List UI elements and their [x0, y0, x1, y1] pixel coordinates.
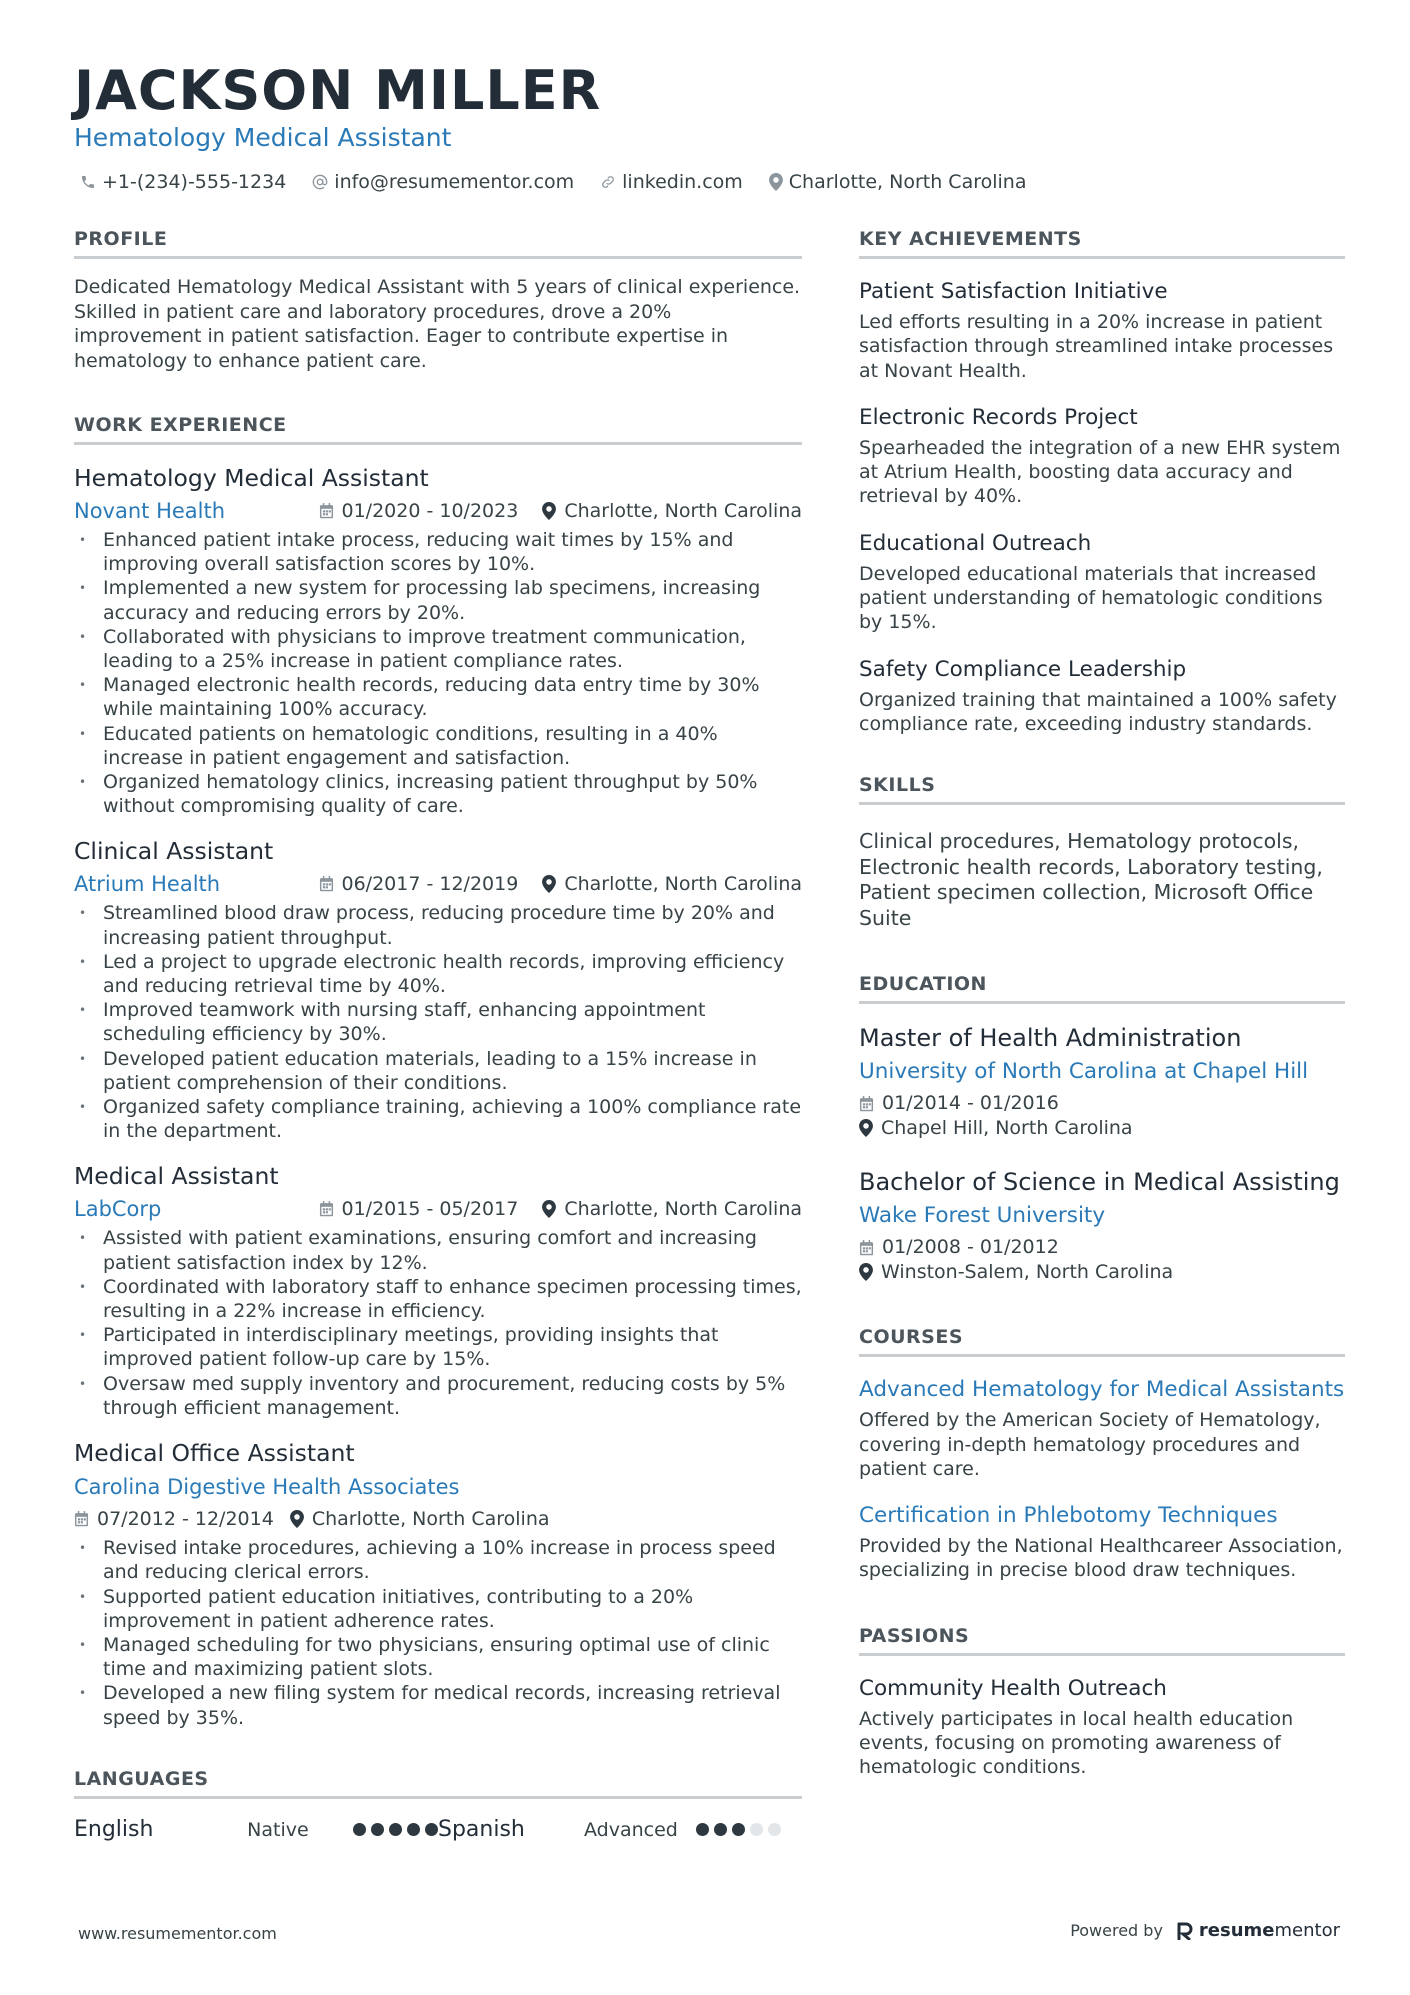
job-dates: 06/2017 - 12/2019: [341, 873, 519, 896]
candidate-name: JACKSON MILLER: [74, 59, 602, 122]
job-title: Clinical Assistant: [74, 837, 274, 866]
map-pin-icon: [290, 1510, 304, 1528]
skills-heading: SKILLS: [859, 772, 1345, 805]
proficiency-dot-filled: [732, 1823, 745, 1836]
degree: Bachelor of Science in Medical Assisting: [859, 1168, 1340, 1197]
achievement-title: Educational Outreach: [859, 530, 1092, 556]
bullet-item: • Managed scheduling for two physicians, ensuring optimal use of clinic time and maximizing patient slots.: [74, 1633, 802, 1681]
job-dates: 01/2020 - 10/2023: [341, 500, 519, 522]
job-meta: [74, 1196, 802, 1222]
achievement-title: Safety Compliance Leadership: [859, 656, 1187, 682]
linkedin-text: linkedin.com: [622, 171, 743, 193]
proficiency-dot-filled: [371, 1823, 384, 1836]
bullet-item: • Educated patients on hematologic conditions, resulting in a 40% increase in patient engagement and satisfaction.: [74, 722, 802, 770]
job-dates: 01/2015 - 05/2017: [341, 1198, 519, 1221]
map-pin-icon: [769, 173, 783, 191]
job-title: Hematology Medical Assistant: [74, 464, 429, 492]
languages-list: [74, 1815, 802, 1845]
job-bullets: [74, 901, 802, 1143]
proficiency-dot-filled: [425, 1823, 438, 1836]
proficiency-dots: [696, 1823, 781, 1836]
bullet-item: • Implemented a new system for processing lab specimens, increasing accuracy and reducing errors by 20%.: [74, 576, 802, 624]
job-bullets: [74, 1226, 802, 1420]
degree: Master of Health Administration: [859, 1024, 1242, 1053]
passion-item: [859, 1674, 1345, 1780]
job-title: Medical Office Assistant: [74, 1439, 355, 1468]
education-location: Winston-Salem, North Carolina: [881, 1260, 1174, 1283]
job-meta: [74, 498, 802, 524]
work-experience-heading: WORK EXPERIENCE: [74, 412, 802, 445]
achievement-item: [859, 277, 1345, 383]
education-item: [859, 1022, 1345, 1140]
education-location: Chapel Hill, North Carolina: [881, 1116, 1133, 1139]
job-bullets: [74, 528, 802, 818]
map-pin-icon: [542, 502, 556, 520]
job-meta: [74, 871, 802, 897]
link-icon: [600, 174, 616, 190]
course-desc: Provided by the National Healthcareer Association, specializing in precise blood draw techniques.: [859, 1535, 1343, 1582]
course-item: [859, 1375, 1345, 1481]
footer-branding: [1070, 1920, 1340, 1941]
course-item: [859, 1501, 1345, 1583]
bullet-item: • Oversaw med supply inventory and procurement, reducing costs by 5% through efficient management.: [74, 1372, 802, 1420]
proficiency-dots: [353, 1823, 438, 1836]
company-name: Novant Health: [74, 499, 226, 523]
profile-heading: PROFILE: [74, 226, 802, 259]
job-location: Charlotte, North Carolina: [311, 1508, 550, 1531]
job-location: Charlotte, North Carolina: [564, 1198, 802, 1221]
footer-website[interactable]: www.resumementor.com: [78, 1924, 277, 1943]
job-meta: [74, 1506, 802, 1532]
job-title-headline: Hematology Medical Assistant: [74, 123, 452, 152]
calendar-icon: [859, 1096, 874, 1112]
bullet-item: • Supported patient education initiatives, contributing to a 20% improvement in patient adherence rates.: [74, 1585, 802, 1633]
phone-icon: [80, 174, 96, 190]
map-pin-icon: [542, 1200, 556, 1218]
proficiency-dot-filled: [696, 1823, 709, 1836]
bullet-item: • Coordinated with laboratory staff to enhance specimen processing times, resulting in a 22% increase in efficiency.: [74, 1275, 802, 1323]
bullet-item: • Organized safety compliance training, achieving a 100% compliance rate in the department.: [74, 1095, 802, 1143]
achievement-desc: Organized training that maintained a 100% safety compliance rate, exceeding industry standards.: [859, 688, 1337, 735]
location-text: Charlotte, North Carolina: [788, 171, 1027, 193]
brand-light: mentor: [1274, 1920, 1340, 1941]
course-title: Advanced Hematology for Medical Assistants: [859, 1377, 1345, 1403]
contact-email[interactable]: [312, 168, 574, 196]
language-level: Advanced: [584, 1818, 678, 1841]
profile-summary: Dedicated Hematology Medical Assistant with 5 years of clinical experience. Skilled in patient care and laboratory procedures, drove a 20% improvement in patient satisfaction. Eager to contribute expertise in hematology to enhance patient care.: [74, 276, 801, 372]
contact-phone[interactable]: [80, 168, 286, 196]
course-title: Certification in Phlebotomy Techniques: [859, 1503, 1278, 1529]
job-location: Charlotte, North Carolina: [564, 873, 802, 896]
skills-list: Clinical procedures, Hematology protocols, Electronic health records, Laboratory testing, Patient specimen collection, Microsoft Office Suite: [859, 829, 1323, 930]
achievement-item: [859, 403, 1345, 509]
school: Wake Forest University: [859, 1203, 1106, 1229]
bullet-item: • Enhanced patient intake process, reducing wait times by 15% and improving overall satisfaction scores by 10%.: [74, 528, 802, 576]
achievement-title: Electronic Records Project: [859, 404, 1138, 430]
calendar-icon: [859, 1240, 874, 1256]
proficiency-dot-filled: [389, 1823, 402, 1836]
job-dates: 07/2012 - 12/2014: [97, 1508, 274, 1531]
phone-text: +1-(234)-555-1234: [102, 171, 287, 193]
achievement-item: [859, 529, 1345, 635]
job-entry: [74, 836, 802, 1143]
job-entry: [74, 463, 802, 818]
education-dates: 01/2014 - 01/2016: [882, 1092, 1059, 1115]
job-entry: [74, 1161, 802, 1420]
passions-heading: PASSIONS: [859, 1623, 1345, 1656]
at-sign-icon: [312, 174, 328, 190]
language-name: English: [74, 1816, 154, 1842]
language-name: Spanish: [438, 1816, 525, 1842]
company-name: Carolina Digestive Health Associates: [74, 1475, 460, 1500]
bullet-item: • Assisted with patient examinations, ensuring comfort and increasing patient satisfaction index by 12%.: [74, 1226, 802, 1274]
company-name: Atrium Health: [74, 872, 221, 897]
company-name: LabCorp: [74, 1197, 162, 1222]
logo-mark-icon: [1177, 1922, 1193, 1940]
achievement-title: Patient Satisfaction Initiative: [859, 279, 1168, 304]
language-level: Native: [247, 1818, 309, 1841]
left-column: [74, 226, 802, 1845]
achievement-item: [859, 655, 1345, 737]
proficiency-dot-filled: [714, 1823, 727, 1836]
calendar-icon: [74, 1511, 89, 1527]
proficiency-dot-filled: [407, 1823, 420, 1836]
bullet-item: • Revised intake procedures, achieving a 10% increase in process speed and reducing clerical errors.: [74, 1536, 802, 1584]
bullet-item: • Organized hematology clinics, increasing patient throughput by 50% without compromising quality of care.: [74, 770, 802, 818]
passion-title: Community Health Outreach: [859, 1675, 1167, 1701]
contact-bar: [80, 168, 1026, 196]
job-bullets: [74, 1536, 802, 1730]
passion-desc: Actively participates in local health education events, focusing on promoting awareness of hematologic conditions.: [859, 1707, 1294, 1779]
powered-by-label: Powered by: [1070, 1921, 1163, 1940]
education-heading: EDUCATION: [859, 971, 1345, 1004]
language-item: [438, 1815, 802, 1845]
achievement-desc: Spearheaded the integration of a new EHR system at Atrium Health, boosting data accuracy and retrieval by 40%.: [859, 436, 1341, 508]
school: University of North Carolina at Chapel Hill: [859, 1059, 1309, 1085]
right-column: [859, 226, 1345, 1780]
bullet-item: • Participated in interdisciplinary meetings, providing insights that improved patient follow-up care by 15%.: [74, 1323, 802, 1371]
proficiency-dot-filled: [353, 1823, 366, 1836]
bullet-item: • Improved teamwork with nursing staff, enhancing appointment scheduling efficiency by 30%.: [74, 998, 802, 1046]
calendar-icon: [319, 1201, 334, 1217]
achievement-desc: Developed educational materials that increased patient understanding of hematologic conditions by 15%.: [859, 562, 1323, 634]
job-location: Charlotte, North Carolina: [564, 500, 802, 522]
course-desc: Offered by the American Society of Hematology, covering in-depth hematology procedures and patient care.: [859, 1409, 1321, 1480]
job-title: Medical Assistant: [74, 1162, 279, 1191]
contact-location: [769, 168, 1027, 196]
calendar-icon: [319, 503, 334, 519]
education-item: [859, 1166, 1345, 1284]
achievement-desc: Led efforts resulting in a 20% increase in patient satisfaction through streamlined intake processes at Novant Health.: [859, 311, 1334, 382]
achievements-heading: KEY ACHIEVEMENTS: [859, 226, 1345, 259]
resumementor-logo[interactable]: [1177, 1920, 1340, 1941]
proficiency-dot-empty: [750, 1823, 763, 1836]
bullet-item: • Developed a new filing system for medical records, increasing retrieval speed by 35%.: [74, 1681, 802, 1729]
languages-heading: LANGUAGES: [74, 1766, 802, 1799]
map-pin-icon: [859, 1119, 873, 1137]
email-text: info@resumementor.com: [334, 171, 575, 193]
education-dates: 01/2008 - 01/2012: [882, 1236, 1059, 1259]
bullet-item: • Led a project to upgrade electronic health records, improving efficiency and reducing retrieval time by 40%.: [74, 950, 802, 998]
calendar-icon: [319, 876, 334, 892]
proficiency-dot-empty: [768, 1823, 781, 1836]
contact-linkedin[interactable]: [600, 168, 743, 196]
map-pin-icon: [859, 1263, 873, 1281]
bullet-item: • Collaborated with physicians to improve treatment communication, leading to a 25% increase in patient compliance rates.: [74, 625, 802, 673]
language-item: [74, 1815, 438, 1845]
bullet-item: • Managed electronic health records, reducing data entry time by 30% while maintaining 100% accuracy.: [74, 673, 802, 721]
map-pin-icon: [542, 875, 556, 893]
courses-heading: COURSES: [859, 1324, 1345, 1357]
brand-bold: resume: [1198, 1920, 1275, 1941]
bullet-item: • Streamlined blood draw process, reducing procedure time by 20% and increasing patient throughput.: [74, 901, 802, 949]
job-entry: [74, 1438, 802, 1730]
bullet-item: • Developed patient education materials, leading to a 15% increase in patient comprehension of their conditions.: [74, 1047, 802, 1095]
